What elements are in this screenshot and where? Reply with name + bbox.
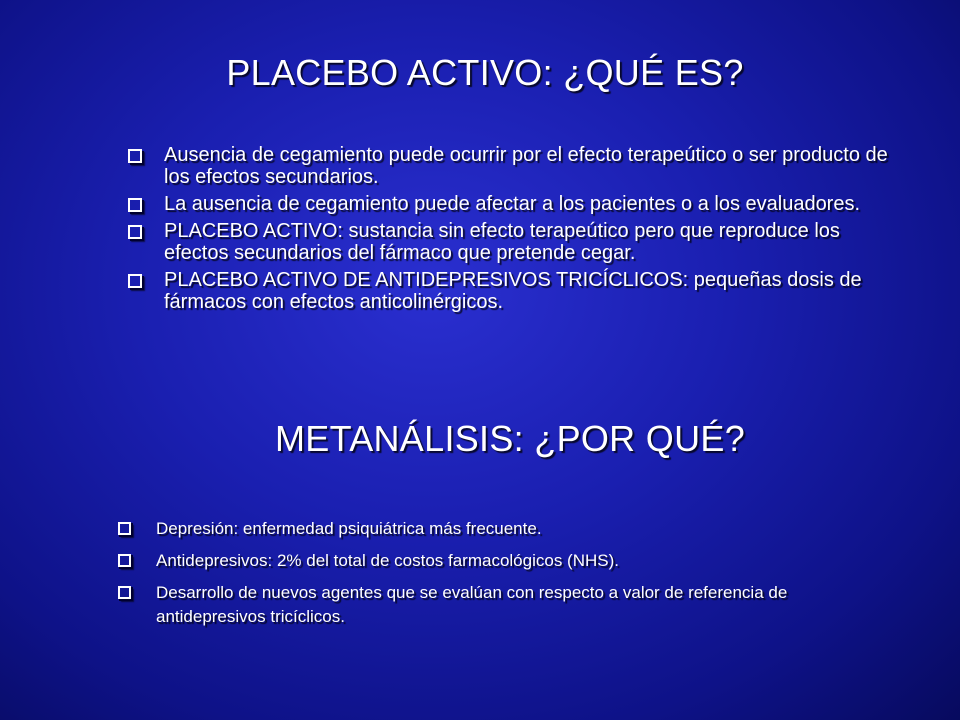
- checkbox-square-icon: [128, 149, 142, 163]
- bullet-text: La ausencia de cegamiento puede afectar a los pacientes o a los evaluadores.: [164, 193, 861, 215]
- title-placebo-activo: PLACEBO ACTIVO: ¿QUÉ ES?: [226, 52, 744, 93]
- checkbox-square-icon: [128, 274, 142, 288]
- list-item: [128, 220, 908, 264]
- checkbox-square-icon: [118, 586, 131, 599]
- checkbox-square-icon: [128, 198, 142, 212]
- checkbox-square-icon: [118, 554, 131, 567]
- checkbox-square-icon: [118, 522, 131, 535]
- list-item: [128, 193, 908, 215]
- bullet-text: Ausencia de cegamiento puede ocurrir por el efecto terapeútico o ser producto de los efectos secundarios.: [164, 144, 888, 188]
- bullet-text: PLACEBO ACTIVO: sustancia sin efecto terapeútico pero que reproduce los efectos secundarios del fármaco que pretende cegar.: [164, 220, 840, 264]
- list-item: [128, 144, 908, 188]
- bullet-list-placebo: [128, 144, 908, 318]
- bullet-text: PLACEBO ACTIVO DE ANTIDEPRESIVOS TRICÍCLICOS: pequeñas dosis de fármacos con efectos anticolinérgicos.: [164, 269, 862, 313]
- bullet-list-metanalisis: [118, 517, 838, 637]
- title-metanalisis: METANÁLISIS: ¿POR QUÉ?: [274, 418, 746, 459]
- bullet-text: Depresión: enfermedad psiquiátrica más frecuente.: [156, 519, 542, 538]
- list-item: [118, 549, 838, 573]
- list-item: [128, 269, 908, 313]
- list-item: [118, 581, 838, 629]
- bullet-text: Desarrollo de nuevos agentes que se evalúan con respecto a valor de referencia de antidepresivos tricíclicos.: [156, 583, 788, 626]
- checkbox-square-icon: [128, 225, 142, 239]
- bullet-text: Antidepresivos: 2% del total de costos farmacológicos (NHS).: [156, 551, 619, 570]
- list-item: [118, 517, 838, 541]
